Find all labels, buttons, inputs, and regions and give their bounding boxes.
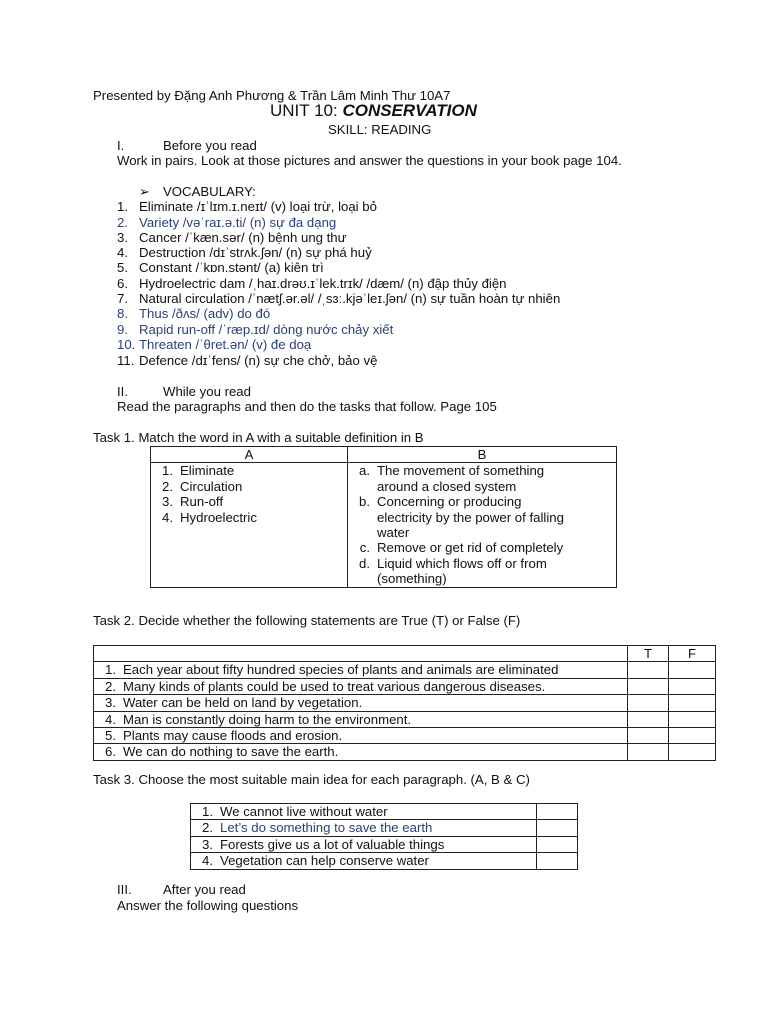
vocab-number: 4. [117, 245, 128, 260]
item-text: Eliminate [180, 463, 235, 479]
presenters-line: Presented by Đặng Anh Phương & Trần Lâm Minh Thư 10A7 [93, 88, 451, 103]
item-number: 1. [162, 463, 173, 479]
vocab-text: Threaten /ˈθret.ən/ (v) đe doạ [139, 337, 312, 352]
false-answer-cell[interactable] [669, 744, 716, 760]
item-number: 3. [162, 494, 173, 510]
statement-text: We can do nothing to save the earth. [123, 744, 339, 760]
list-item [348, 540, 616, 555]
vocab-number: 8. [117, 306, 128, 321]
list-item [348, 494, 616, 540]
list-item [348, 463, 616, 494]
vocab-text: Destruction /dɪˈstrʌk.ʃən/ (n) sự phá huỷ [139, 245, 372, 260]
true-answer-cell[interactable] [628, 728, 669, 744]
idea-text: We cannot live without water [220, 804, 388, 819]
task-3-main-idea-table [190, 803, 578, 870]
table-row [191, 804, 578, 820]
section-2-heading [117, 384, 251, 400]
item-letter: a. [359, 463, 370, 479]
vocab-item [117, 337, 311, 353]
row-number: 4. [105, 711, 116, 727]
answer-cell[interactable] [537, 804, 578, 820]
table-row [191, 820, 578, 836]
statement-text: Plants may cause floods and erosion. [123, 728, 343, 744]
table-row [191, 853, 578, 869]
table-row [94, 744, 716, 760]
item-line: electricity by the power of falling [377, 509, 564, 525]
item-text: Circulation [180, 478, 243, 494]
table-row [94, 662, 716, 678]
row-number: 1. [202, 804, 213, 819]
statement-cell [94, 662, 628, 678]
item-letter: b. [359, 494, 370, 510]
vocab-text: Cancer /ˈkæn.sər/ (n) bệnh ung thư [139, 230, 347, 245]
section-3-title: After you read [163, 882, 246, 897]
statement-text: Water can be held on land by vegetation. [123, 695, 363, 711]
item-line: (something) [377, 571, 447, 587]
table-row [94, 678, 716, 694]
idea-text: Vegetation can help conserve water [220, 853, 429, 869]
skill-subtitle: SKILL: READING [328, 122, 432, 137]
section-3-instruction: Answer the following questions [117, 898, 299, 913]
section-1-heading [117, 138, 257, 154]
item-text [377, 556, 547, 587]
item-line: Liquid which flows off or from [377, 555, 547, 571]
table-row [94, 728, 716, 744]
false-answer-cell[interactable] [669, 662, 716, 678]
vocab-text: Variety /vəˈraɪ.ə.ti/ (n) sự đa dạng [139, 215, 337, 230]
item-letter: d. [359, 555, 370, 571]
row-number: 3. [202, 836, 213, 852]
item-text: Hydroelectric [180, 509, 257, 525]
statement-cell [94, 711, 628, 727]
item-text [377, 494, 564, 540]
idea-text: Let’s do something to save the earth [220, 820, 433, 836]
row-number: 2. [105, 678, 116, 694]
row-number: 2. [202, 820, 213, 836]
item-line: around a closed system [377, 478, 517, 494]
table-row [94, 711, 716, 727]
idea-cell [191, 820, 537, 836]
vocab-item [117, 322, 393, 338]
unit-title-topic: CONSERVATION [342, 101, 477, 120]
list-item [151, 494, 347, 509]
false-answer-cell[interactable] [669, 728, 716, 744]
idea-cell [191, 836, 537, 852]
vocab-text: Constant /ˈkɒn.stənt/ (a) kiên trì [139, 260, 324, 275]
column-a-items [151, 463, 348, 587]
true-answer-cell[interactable] [628, 711, 669, 727]
vocab-item [117, 230, 346, 246]
column-t-header: T [628, 646, 669, 662]
false-answer-cell[interactable] [669, 678, 716, 694]
task-1-match-table [150, 446, 617, 588]
column-a-header: A [151, 447, 348, 463]
row-number: 4. [202, 853, 213, 869]
true-answer-cell[interactable] [628, 678, 669, 694]
item-letter: c. [359, 540, 370, 556]
section-3-numeral: III. [117, 882, 132, 897]
section-2-numeral: II. [117, 384, 128, 399]
vocab-item [117, 276, 507, 292]
list-item [151, 510, 347, 525]
vocab-text: Natural circulation /ˈnætʃ.ər.əl/ /ˌsɜː.kjəˈleɪ.ʃən/ (n) sự tuần hoàn tự nhiên [139, 291, 561, 306]
row-number: 1. [105, 662, 116, 678]
vocabulary-heading [139, 184, 256, 200]
answer-cell[interactable] [537, 820, 578, 836]
column-b-items [348, 463, 617, 587]
false-answer-cell[interactable] [669, 695, 716, 711]
statement-text: Man is constantly doing harm to the environment. [123, 711, 412, 727]
item-line: water [377, 525, 410, 541]
row-number: 5. [105, 728, 116, 744]
item-text: Remove or get rid of completely [377, 540, 564, 556]
idea-cell [191, 853, 537, 869]
idea-cell [191, 804, 537, 820]
vocab-number: 5. [117, 260, 128, 275]
unit-title-prefix: UNIT 10: [270, 101, 343, 120]
vocab-number: 11. [117, 353, 135, 368]
vocab-item [117, 353, 377, 369]
bullet-arrow-icon: ➢ [139, 184, 151, 199]
statement-cell [94, 744, 628, 760]
column-b-header: B [348, 447, 617, 463]
vocab-number: 1. [117, 199, 128, 214]
statement-cell [94, 678, 628, 694]
idea-text: Forests give us a lot of valuable things [220, 836, 445, 852]
vocab-text: Eliminate /ɪˈlɪm.ɪ.neɪt/ (v) loại trừ, loại bỏ [139, 199, 377, 214]
section-1-title: Before you read [163, 138, 257, 153]
vocab-text: Rapid run-off /ˈræp.ɪd/ dòng nước chảy xiết [139, 322, 394, 337]
list-item [348, 556, 616, 587]
section-1-numeral: I. [117, 138, 125, 153]
vocab-text: Defence /dɪˈfens/ (n) sự che chở, bảo vệ [139, 353, 378, 368]
item-text [377, 463, 544, 494]
false-answer-cell[interactable] [669, 711, 716, 727]
row-number: 6. [105, 744, 116, 760]
vocab-item [117, 306, 270, 322]
statement-cell [94, 695, 628, 711]
column-f-header: F [669, 646, 716, 662]
list-item [151, 479, 347, 494]
vocab-item [117, 260, 324, 276]
header-blank-cell [94, 646, 628, 662]
vocab-number: 6. [117, 276, 128, 291]
section-2-instruction: Read the paragraphs and then do the tasks that follow. Page 105 [117, 399, 497, 414]
vocab-text: Thus /ðʌs/ (adv) do đó [139, 306, 271, 321]
statement-cell [94, 728, 628, 744]
task-1-title: Task 1. Match the word in A with a suitable definition in B [93, 430, 424, 445]
item-line: Concerning or producing [377, 494, 522, 510]
list-item [151, 463, 347, 478]
row-number: 3. [105, 695, 116, 711]
vocab-item [117, 215, 336, 231]
item-line: The movement of something [377, 463, 545, 479]
item-number: 2. [162, 478, 173, 494]
vocab-number: 2. [117, 215, 128, 230]
statement-text: Each year about fifty hundred species of plants and animals are eliminated [123, 662, 559, 678]
section-1-instruction: Work in pairs. Look at those pictures and answer the questions in your book page 104. [117, 153, 622, 168]
item-text: Run-off [180, 494, 224, 510]
statement-text: Many kinds of plants could be used to treat various dangerous diseases. [123, 678, 546, 694]
vocab-number: 3. [117, 230, 128, 245]
unit-title [270, 103, 477, 119]
task-2-true-false-table [93, 645, 716, 761]
vocab-number: 9. [117, 322, 128, 337]
vocab-item [117, 245, 372, 261]
true-answer-cell[interactable] [628, 662, 669, 678]
item-number: 4. [162, 509, 173, 525]
vocab-item [117, 199, 377, 215]
vocab-text: Hydroelectric dam /ˌhaɪ.drəʊ.ɪˈlek.trɪk/ /dæm/ (n) đập thủy điện [139, 276, 507, 291]
table-row [191, 836, 578, 852]
task-3-title: Task 3. Choose the most suitable main idea for each paragraph. (A, B & C) [93, 772, 530, 787]
vocab-item [117, 291, 560, 307]
vocab-number: 7. [117, 291, 128, 306]
vocab-number: 10. [117, 337, 136, 352]
answer-cell[interactable] [537, 853, 578, 869]
true-answer-cell[interactable] [628, 695, 669, 711]
answer-cell[interactable] [537, 836, 578, 852]
task-2-title: Task 2. Decide whether the following statements are True (T) or False (F) [93, 613, 521, 628]
vocabulary-title: VOCABULARY: [163, 184, 256, 199]
table-row [94, 695, 716, 711]
section-2-title: While you read [163, 384, 251, 399]
section-3-heading [117, 882, 246, 898]
true-answer-cell[interactable] [628, 744, 669, 760]
